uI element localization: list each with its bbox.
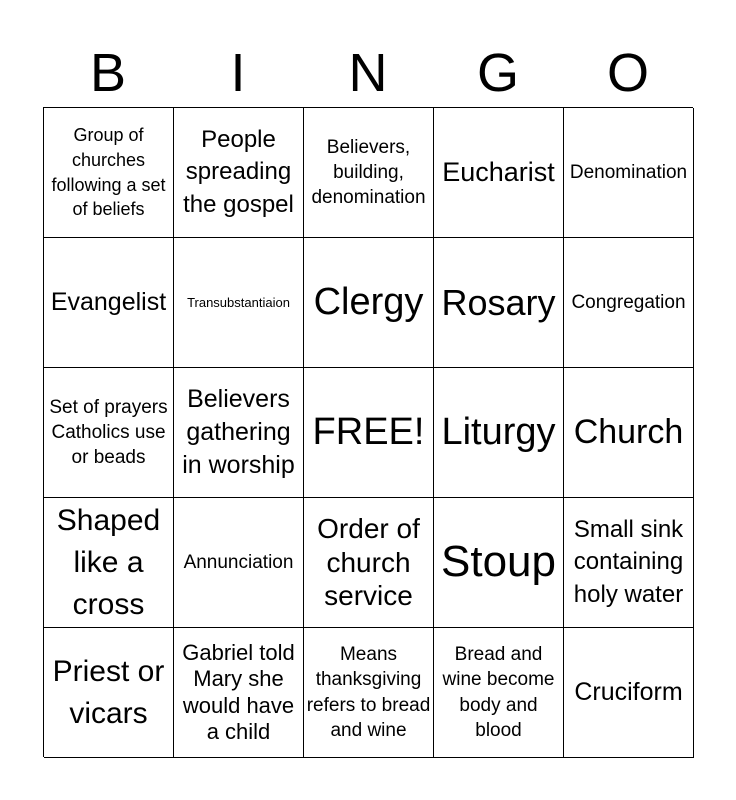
cell-text: Transubstantiaion (187, 294, 290, 310)
header-letter-b: B (89, 43, 127, 103)
cell-text: Believers, building, denomination (311, 136, 426, 209)
cell-text: Liturgy (441, 410, 556, 453)
bingo-cell-r5-c2[interactable] (174, 628, 304, 758)
cell-text: Cruciform (574, 678, 683, 706)
cell-text: Eucharist (442, 157, 555, 188)
cell-text: Set of prayers Catholics use or beads (49, 396, 168, 469)
cell-text: Rosary (441, 281, 556, 323)
header-letter-n: N (348, 43, 388, 103)
bingo-cell-r2-c2[interactable] (174, 238, 304, 368)
cell-text: Shaped like a cross (56, 503, 161, 621)
bingo-cell-r5-c4[interactable] (434, 628, 564, 758)
bingo-cell-r2-c4[interactable] (434, 238, 564, 368)
cell-text: Means thanksgiving refers to bread and wine (306, 644, 431, 741)
cell-text: Stoup (441, 537, 556, 587)
bingo-cell-r3-c4[interactable] (434, 368, 564, 498)
bingo-cell-free[interactable] (304, 368, 434, 498)
bingo-card (43, 107, 693, 757)
cell-text: Believers gathering in worship (182, 385, 295, 479)
cell-text: Annunciation (183, 551, 294, 573)
cell-text: Congregation (571, 291, 686, 313)
bingo-cell-r5-c5[interactable] (564, 628, 694, 758)
bingo-cell-r5-c1[interactable] (44, 628, 174, 758)
bingo-cell-r2-c1[interactable] (44, 238, 174, 368)
bingo-cell-r2-c3[interactable] (304, 238, 434, 368)
cell-text: Priest or vicars (52, 654, 165, 730)
bingo-header (43, 40, 693, 106)
cell-text: Bread and wine become body and blood (442, 644, 555, 741)
cell-text: Gabriel told Mary she would have a child (182, 639, 295, 744)
bingo-cell-r1-c5[interactable] (564, 108, 694, 238)
cell-text: Group of churches following a set of beliefs (51, 125, 166, 220)
cell-text: Evangelist (50, 288, 167, 316)
header-letter-i: I (230, 43, 246, 103)
cell-text: Small sink containing holy water (573, 515, 684, 608)
cell-text: People spreading the gospel (183, 125, 294, 218)
cell-text: Denomination (569, 161, 688, 183)
cell-text: Church (573, 413, 684, 452)
bingo-cell-r4-c1[interactable] (44, 498, 174, 628)
header-letter-o: O (606, 43, 649, 103)
bingo-cell-r3-c5[interactable] (564, 368, 694, 498)
bingo-cell-r1-c4[interactable] (434, 108, 564, 238)
bingo-cell-r3-c2[interactable] (174, 368, 304, 498)
header-letter-g: G (476, 43, 519, 103)
bingo-cell-r4-c3[interactable] (304, 498, 434, 628)
bingo-cell-r4-c2[interactable] (174, 498, 304, 628)
bingo-cell-r4-c4[interactable] (434, 498, 564, 628)
bingo-cell-r1-c3[interactable] (304, 108, 434, 238)
bingo-cell-r4-c5[interactable] (564, 498, 694, 628)
free-space-text: FREE! (312, 410, 425, 453)
bingo-cell-r1-c2[interactable] (174, 108, 304, 238)
bingo-cell-r5-c3[interactable] (304, 628, 434, 758)
cell-text: Clergy (313, 280, 424, 323)
bingo-cell-r2-c5[interactable] (564, 238, 694, 368)
bingo-cell-r3-c1[interactable] (44, 368, 174, 498)
cell-text: Order of church service (317, 513, 420, 612)
bingo-cell-r1-c1[interactable] (44, 108, 174, 238)
